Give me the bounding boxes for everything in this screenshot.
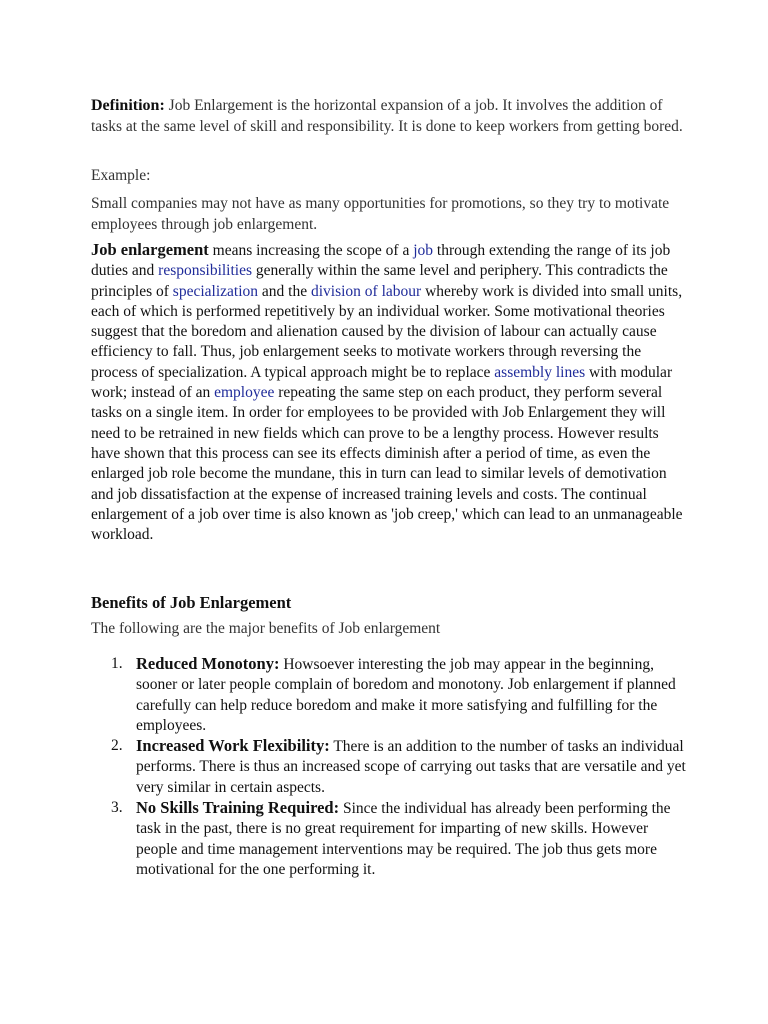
- list-item: [91, 654, 691, 736]
- paragraph-text: through extending the range of its job duties and: [91, 242, 671, 280]
- link-job[interactable]: job: [413, 242, 434, 259]
- list-item-number: 2.: [111, 737, 123, 755]
- paragraph-text: with modular work; instead of an: [91, 363, 673, 402]
- paragraph-text: means increasing the scope of a: [208, 242, 414, 259]
- link-specialization[interactable]: specialization: [172, 282, 259, 300]
- list-item-label: Reduced Monotony:: [136, 654, 280, 673]
- paragraph-text: and the: [258, 282, 311, 300]
- link-responsibilities[interactable]: responsibilities: [158, 262, 253, 280]
- example-text: Small companies may not have as many opportunities for promotions, so they try to motivate employees through job enlargement.: [91, 195, 670, 233]
- definition-label: Definition:: [91, 97, 165, 114]
- list-item: [91, 736, 691, 798]
- example-label: Example:: [91, 167, 151, 184]
- link-division-of-labour[interactable]: division of labour: [310, 282, 422, 300]
- definition-paragraph: [91, 95, 691, 137]
- definition-text: Job Enlargement is the horizontal expansion of a job. It involves the addition of tasks at the same level of skill and responsibility. It is done to keep workers from getting bored.: [91, 97, 683, 135]
- list-item-number: 3.: [111, 799, 123, 817]
- list-item-label: No Skills Training Required:: [136, 798, 340, 818]
- list-item-label: Increased Work Flexibility:: [136, 736, 330, 756]
- list-item-number: 1.: [111, 655, 123, 672]
- list-item-text: There is an addition to the number of tasks an individual performs. There is thus an increased scope of carrying out tasks that are versatile and yet very similar in certain aspects.: [136, 738, 686, 796]
- paragraph-text: repeating the same step on each product, they perform several tasks on a single item. In order for employees to be provided with Job Enlargement they will need to be retrained in new fields which can prove to be a lengthy process. However results have shown that this process can see its effects diminish after a period of time, as even the enlarged job role become the mundane, this in turn can lead to similar levels of demotivation and job dissatisfaction at the expense of increased training levels and costs. The continual enlargement of a job over time is also known as 'job creep,' which can lead to an unmanageable workload.: [91, 384, 683, 544]
- list-item-text: Howsoever interesting the job may appear in the beginning, sooner or later people complain of boredom and monotony. Job enlargement if planned carefully can help reduce boredom and make it more satisfying and fulfilling for the employees.: [136, 656, 676, 734]
- link-employee[interactable]: employee: [214, 384, 275, 402]
- list-item: [91, 798, 691, 880]
- job-enlargement-label: Job enlargement: [91, 240, 209, 259]
- job-enlargement-paragraph: [91, 240, 691, 545]
- benefits-heading: Benefits of Job Enlargement: [91, 593, 292, 612]
- list-item-text: Since the individual has already been performing the task in the past, there is no great requirement for imparting of new skills. However people and time management interventions may be required. The job thus gets more motivational for the one performing it.: [136, 800, 671, 878]
- paragraph-text: generally within the same level and periphery. This contradicts the principles of: [91, 262, 668, 300]
- link-assembly-lines[interactable]: assembly lines: [494, 363, 586, 381]
- paragraph-text: whereby work is divided into small units, each of which is performed repetitively by an individual worker. Some motivational theories suggest that the boredom and alienation caused by the division of labour can actually cause efficiency to fall. Thus, job enlargement seeks to motivate workers through reversing the process of specialization. A typical approach might be to replace: [91, 282, 683, 381]
- benefits-list: [91, 654, 691, 880]
- benefits-intro: The following are the major benefits of Job enlargement: [91, 620, 441, 637]
